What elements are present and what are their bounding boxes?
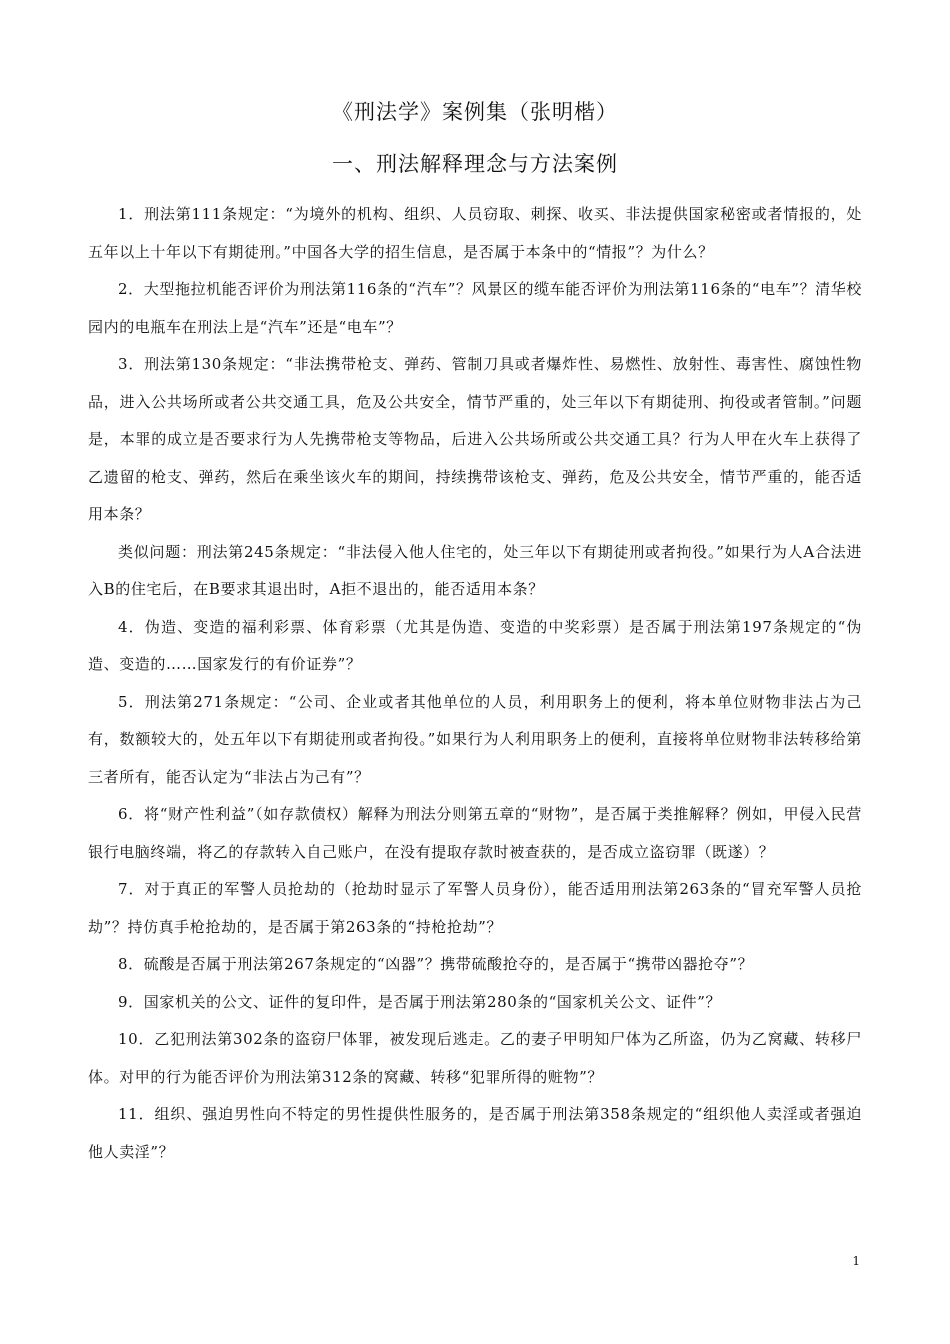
paragraph-2: 2．大型拖拉机能否评价为刑法第116条的“汽车”？风景区的缆车能否评价为刑法第116条的“电车”？清华校园内的电瓶车在刑法上是“汽车”还是“电车”？ xyxy=(88,280,862,336)
paragraph-1: 1．刑法第111条规定：“为境外的机构、组织、人员窃取、刺探、收买、非法提供国家秘密或者情报的，处五年以上十年以下有期徒刑。”中国各大学的招生信息，是否属于本条中的“情报”？为什么？ xyxy=(88,205,862,261)
paragraph-4: 4．伪造、变造的福利彩票、体育彩票（尤其是伪造、变造的中奖彩票）是否属于刑法第197条规定的“伪造、变造的……国家发行的有价证券”？ xyxy=(88,617,862,673)
paragraph-11: 11．组织、强迫男性向不特定的男性提供性服务的，是否属于刑法第358条规定的“组织他人卖淫或者强迫他人卖淫”？ xyxy=(88,1105,862,1161)
paragraph-similar-question: 类似问题：刑法第245条规定：“非法侵入他人住宅的，处三年以下有期徒刑或者拘役。”如果行为人A合法进入B的住宅后，在B要求其退出时，A拒不退出的，能否适用本条？ xyxy=(88,542,862,598)
paragraph-8: 8．硫酸是否属于刑法第267条规定的“凶器”？携带硫酸抢夺的，是否属于“携带凶器抢夺”？ xyxy=(118,955,754,973)
paragraph-7: 7．对于真正的军警人员抢劫的（抢劫时显示了军警人员身份），能否适用刑法第263条的“冒充军警人员抢劫”？持仿真手枪抢劫的，是否属于第263条的“持枪抢劫”？ xyxy=(88,880,862,936)
document-body xyxy=(88,196,862,1171)
paragraph-3: 3．刑法第130条规定：“非法携带枪支、弹药、管制刀具或者爆炸性、易燃性、放射性、毒害性、腐蚀性物品，进入公共场所或者公共交通工具，危及公共安全，情节严重的，处三年以下有期徒刑、拘役或者管制。”问题是，本罪的成立是否要求行为人先携带枪支等物品，后进入公共场所或公共交通工具？行为人甲在火车上获得了乙遗留的枪支、弹药，然后在乘坐该火车的期间，持续携带该枪支、弹药，危及公共安全，情节严重的，能否适用本条？ xyxy=(88,355,862,523)
paragraph-9: 9．国家机关的公文、证件的复印件，是否属于刑法第280条的“国家机关公文、证件”？ xyxy=(118,992,722,1011)
paragraph-5: 5．刑法第271条规定：“公司、企业或者其他单位的人员，利用职务上的便利，将本单位财物非法占为己有，数额较大的，处五年以下有期徒刑或者拘役。”如果行为人利用职务上的便利，直接将单位财物非法转移给第三者所有，能否认定为“非法占为己有”？ xyxy=(88,692,862,786)
section-title: 一、刑法解释理念与方法案例 xyxy=(332,152,618,176)
page-number: 1 xyxy=(852,1254,860,1268)
paragraph-6: 6．将“财产性利益”（如存款债权）解释为刑法分则第五章的“财物”，是否属于类推解释？例如，甲侵入民营银行电脑终端，将乙的存款转入自己账户，在没有提取存款时被查获的，是否成立盗窃罪（既遂）？ xyxy=(88,805,862,861)
paragraph-10: 10．乙犯刑法第302条的盗窃尸体罪，被发现后逃走。乙的妻子甲明知尸体为乙所盗，仍为乙窝藏、转移尸体。对甲的行为能否评价为刑法第312条的窝藏、转移“犯罪所得的赃物”？ xyxy=(88,1030,862,1086)
document-title: 《刑法学》案例集（张明楷） xyxy=(332,100,618,124)
